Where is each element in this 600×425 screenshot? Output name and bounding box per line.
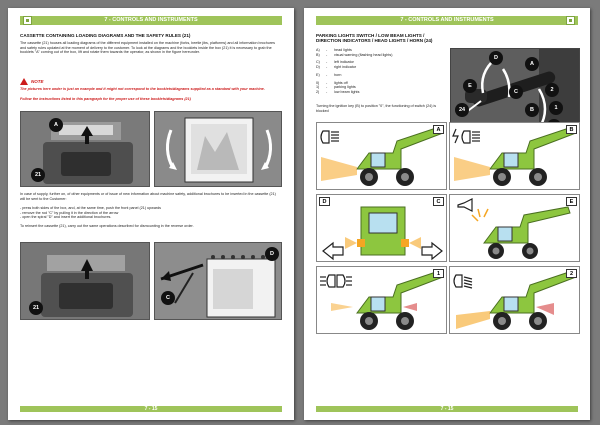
legend-dash: - xyxy=(326,65,328,70)
callout-e: E xyxy=(463,79,477,93)
section-title: CASSETTE CONTAINING LOADING DIAGRAMS AND THE SAFETY RULES (21) xyxy=(20,33,191,38)
intro-text: The cassette (21) houses all loading diagrams of the different equipment installed on the machine (forks, beetle jibs, platforms) and all information brochures and safety rules updated at the moment of delivery to the customer. To look at the diagrams and the booklets inside the box (21) it is necessary to grab the booklets "A" coming out of the box, lift and rotate them towards the operator, as shown in the figure hereunder. xyxy=(20,41,275,55)
legend-dash: - xyxy=(326,89,328,94)
legend-desc: visual warning (flashing head lights) xyxy=(334,52,393,57)
legend-item xyxy=(316,53,392,58)
legend-item xyxy=(316,73,392,78)
callout-a: A xyxy=(49,118,63,132)
note xyxy=(20,78,44,85)
warning-icon xyxy=(20,78,28,85)
legend-item xyxy=(316,65,392,70)
header-title: 7 - CONTROLS AND INSTRUMENTS xyxy=(400,17,494,23)
note-label: NOTE xyxy=(31,79,44,84)
legend-key: 0) xyxy=(316,80,320,85)
telehandler-low-beam-illustration xyxy=(450,267,580,334)
step-item: - remove the rod "C" by pulling it in the direction of the arrow xyxy=(20,210,119,215)
telehandler-flashing-illustration xyxy=(450,123,580,190)
photo-cassette-open xyxy=(154,111,282,187)
callout-21: 21 xyxy=(31,168,45,182)
ignition-note: Turning the ignition key (B) to position "0", the functioning of switch (24) is blocked xyxy=(316,104,437,113)
step-item: - press both sides of the box, and, at the same time, push the front panel (21) upwards xyxy=(20,206,162,210)
legend-key: E) xyxy=(316,72,320,77)
note-text-2: Follow the instructions listed in this paragraph for the proper use of these booklets/diagrams (21) xyxy=(20,97,191,101)
callout-c: C xyxy=(509,85,523,99)
reinsert-text: To reinsert the cassette (21), carry out the same operations described for dismounting in the reverse order. xyxy=(20,224,194,228)
legend-dash: - xyxy=(326,80,328,85)
panel-flashing-lights xyxy=(449,122,580,190)
legend-dash: - xyxy=(326,52,328,57)
legend-desc: right indicator xyxy=(334,65,357,70)
book-icon xyxy=(23,16,32,25)
header-bar xyxy=(316,16,578,25)
legend-dash: - xyxy=(326,48,328,52)
legend-desc: horn xyxy=(334,72,342,77)
legend-desc: left indicator xyxy=(334,60,354,65)
supply-text: In case of supply, further on, of other equipments or of issue of new information about machine safety, additional brochures to be inserted in the cassette (21) will be sent to the Customer: xyxy=(20,192,276,201)
callout-position-1: 1 xyxy=(549,101,563,115)
panel-label-1: 1 xyxy=(433,269,444,278)
panel-label-2: 2 xyxy=(566,269,577,278)
photo-cassette-closed xyxy=(20,111,150,187)
left-page xyxy=(8,8,294,420)
legend-key: A) xyxy=(316,48,320,52)
callout-d: D xyxy=(265,247,279,261)
legend-desc: low beam lights xyxy=(334,89,360,94)
legend-key: D) xyxy=(316,65,320,70)
panel-low-beam xyxy=(449,266,580,334)
legend-desc: parking lights xyxy=(334,85,356,90)
panel-label-d: D xyxy=(319,197,330,206)
legend-key: C) xyxy=(316,60,320,65)
telehandler-head-lights-illustration xyxy=(317,123,447,190)
step-item: - open the spiral "D" and insert the additional brochures. xyxy=(20,215,112,220)
legend-desc: lights off xyxy=(334,80,348,85)
callout-21: 21 xyxy=(29,301,43,315)
telehandler-indicators-illustration xyxy=(317,195,447,262)
callout-a: A xyxy=(525,57,539,71)
callout-d: D xyxy=(489,51,503,65)
section-title: PARKING LIGHTS SWITCH / LOW BEAM LIGHTS / DIRECTION INDICATORS / HEAD LIGHTS / HORN (24) xyxy=(316,33,433,43)
callout-24: 24 xyxy=(455,103,469,117)
steps-list xyxy=(20,206,161,220)
panel-label-c: C xyxy=(433,197,444,206)
legend-key: 2) xyxy=(316,89,320,94)
callout-c: C xyxy=(161,291,175,305)
legend-desc: head lights xyxy=(334,48,352,52)
page-number: 7 - 15 xyxy=(440,406,454,412)
photo-rod-spiral xyxy=(154,242,282,320)
panel-label-e: E xyxy=(566,197,577,206)
footer-bar xyxy=(316,406,578,412)
right-page xyxy=(304,8,590,420)
legend-item xyxy=(316,90,392,95)
panel-head-lights xyxy=(316,122,447,190)
header-bar xyxy=(20,16,282,25)
note-text-1: The pictures here under is just an example and it might not correspond to the booklets/diagrams supplied as a standard with your machine. xyxy=(20,87,265,91)
legend-dash: - xyxy=(326,72,328,77)
legend-dash: - xyxy=(326,60,328,65)
legend-dash: - xyxy=(326,85,328,90)
panel-label-b: B xyxy=(566,125,577,134)
page-number: 7 - 15 xyxy=(144,406,158,412)
legend xyxy=(316,48,392,95)
book-icon xyxy=(566,16,575,25)
footer-bar xyxy=(20,406,282,412)
callout-position-2: 2 xyxy=(545,83,559,97)
photo-cassette-push xyxy=(20,242,150,320)
telehandler-parking-illustration xyxy=(317,267,447,334)
rod-spiral-illustration xyxy=(155,243,282,320)
panel-parking-lights xyxy=(316,266,447,334)
legend-key: B) xyxy=(316,52,320,57)
cassette-open-illustration xyxy=(155,112,282,187)
panel-indicators xyxy=(316,194,447,262)
callout-b: B xyxy=(525,103,539,117)
legend-key: 1) xyxy=(316,85,320,90)
header-title: 7 - CONTROLS AND INSTRUMENTS xyxy=(104,17,198,23)
telehandler-horn-illustration xyxy=(450,195,580,262)
panel-label-a: A xyxy=(433,125,444,134)
panel-horn xyxy=(449,194,580,262)
